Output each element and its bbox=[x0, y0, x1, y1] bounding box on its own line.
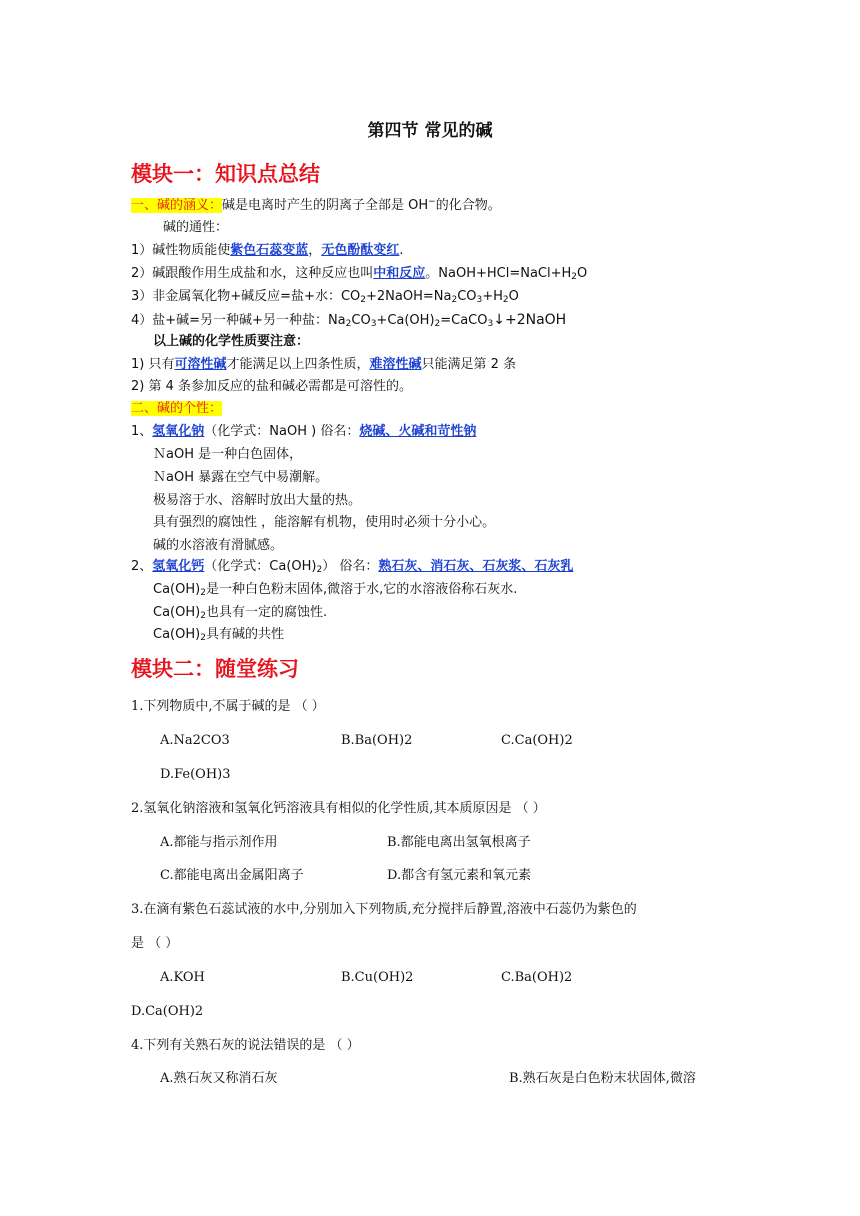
link-sodium-hydroxide[interactable]: 氢氧化钠 bbox=[152, 424, 205, 439]
naoh-heading: 1、氢氧化钠（化学式：NaOH ) 俗名：烧碱、火碱和苛性钠 bbox=[131, 424, 477, 439]
link-phenolphthalein-red[interactable]: 无色酚酞变红 bbox=[321, 243, 400, 258]
note-2: 2) 第 4 条参加反应的盐和碱必需都是可溶性的。 bbox=[131, 379, 413, 394]
question-4: 4.下列有关熟石灰的说法错误的是 （ ） bbox=[131, 1038, 360, 1053]
q3-option-b: B.Cu(OH)2 bbox=[341, 970, 414, 985]
link-soluble-base[interactable]: 可溶性碱 bbox=[174, 357, 227, 372]
q2-option-a: A.都能与指示剂作用 bbox=[160, 835, 278, 850]
naoh-line-2: ＮaOH 暴露在空气中易潮解。 bbox=[153, 470, 329, 485]
page-title: 第四节 常见的碱 bbox=[367, 121, 493, 141]
q4-option-a: A.熟石灰又称消石灰 bbox=[160, 1071, 278, 1086]
link-naoh-common-names[interactable]: 烧碱、火碱和苛性钠 bbox=[359, 424, 477, 439]
q2-option-b: B.都能电离出氢氧根离子 bbox=[387, 835, 531, 850]
module-one-heading: 模块一：知识点总结 bbox=[131, 162, 320, 186]
property-4: 4）盐+碱=另一种碱+另一种盐：$Na_2CO_3+Ca(OH)_2=CaCO_3↓+2NaOH$ bbox=[131, 312, 567, 329]
question-2: 2.氢氧化钠溶液和氢氧化钙溶液具有相似的化学性质,其本质原因是 （ ） bbox=[131, 801, 546, 816]
question-1: 1.下列物质中,不属于碱的是 （ ） bbox=[131, 699, 325, 714]
naoh-line-4: 具有强烈的腐蚀性 ，能溶解有机物，使用时必须十分小心。 bbox=[153, 515, 496, 530]
link-caoh2-common-names[interactable]: 熟石灰、消石灰、石灰浆、石灰乳 bbox=[378, 559, 574, 574]
q3-option-a: A.KOH bbox=[160, 970, 205, 985]
caoh2-heading: 2、氢氧化钙（化学式：$Ca(OH)_2$） 俗名：熟石灰、消石灰、石灰浆、石灰乳 bbox=[131, 559, 574, 575]
q2-option-c: C.都能电离出金属阳离子 bbox=[160, 868, 304, 883]
q1-option-a: A.Na2CO3 bbox=[160, 733, 230, 748]
question-3-line-2: 是 （ ） bbox=[131, 936, 179, 951]
notes-heading: 以上碱的化学性质要注意： bbox=[153, 334, 310, 349]
caoh2-line-3: $Ca(OH)_2$具有碱的共性 bbox=[153, 627, 284, 643]
section-one-heading: 一、碱的涵义： bbox=[131, 198, 223, 213]
caoh2-line-2: $Ca(OH)_2$也具有一定的腐蚀性. bbox=[153, 605, 328, 621]
property-1: 1）碱性物质能使紫色石蕊变蓝，无色酚酞变红. bbox=[131, 243, 404, 258]
q3-option-d: D.Ca(OH)2 bbox=[131, 1004, 204, 1019]
question-3-line-1: 3.在滴有紫色石蕊试液的水中,分别加入下列物质,充分搅拌后静置,溶液中石蕊仍为紫色的 bbox=[131, 902, 637, 917]
base-definition: 一、碱的涵义：碱是电离时产生的阴离子全部是 OH−的化合物。 bbox=[131, 197, 501, 213]
link-neutralization[interactable]: 中和反应 bbox=[373, 266, 426, 281]
naoh-line-5: 碱的水溶液有滑腻感。 bbox=[153, 538, 284, 553]
q1-option-b: B.Ba(OH)2 bbox=[341, 733, 413, 748]
naoh-line-1: ＮaOH 是一种白色固体， bbox=[153, 447, 303, 462]
link-calcium-hydroxide[interactable]: 氢氧化钙 bbox=[152, 559, 205, 574]
property-2: 2）碱跟酸作用生成盐和水，这种反应也叫中和反应。$NaOH+HCl=NaCl+H_2O$ bbox=[131, 266, 588, 282]
general-properties-label: 碱的通性： bbox=[163, 220, 229, 235]
section-two-heading: 二、碱的个性： bbox=[131, 401, 223, 416]
module-two-heading: 模块二：随堂练习 bbox=[131, 657, 299, 681]
section-two-heading-row bbox=[131, 400, 222, 418]
link-litmus-blue[interactable]: 紫色石蕊变蓝 bbox=[230, 243, 309, 258]
q1-option-c: C.Ca(OH)2 bbox=[501, 733, 573, 748]
link-insoluble-base[interactable]: 难溶性碱 bbox=[369, 357, 422, 372]
note-1: 1) 只有可溶性碱才能满足以上四条性质，难溶性碱只能满足第 2 条 bbox=[131, 357, 517, 372]
q4-option-b: B.熟石灰是白色粉末状固体,微溶 bbox=[509, 1071, 696, 1086]
naoh-line-3: 极易溶于水、溶解时放出大量的热。 bbox=[153, 493, 362, 508]
q3-option-c: C.Ba(OH)2 bbox=[501, 970, 573, 985]
caoh2-line-1: $Ca(OH)_2$是一种白色粉末固体,微溶于水,它的水溶液俗称石灰水. bbox=[153, 582, 518, 598]
q1-option-d: D.Fe(OH)3 bbox=[160, 767, 231, 782]
property-3: 3）非金属氧化物+碱反应=盐+水：$CO_2+2NaOH=Na_2CO_3+H_2O$ bbox=[131, 289, 519, 305]
q2-option-d: D.都含有氢元素和氧元素 bbox=[387, 868, 532, 883]
